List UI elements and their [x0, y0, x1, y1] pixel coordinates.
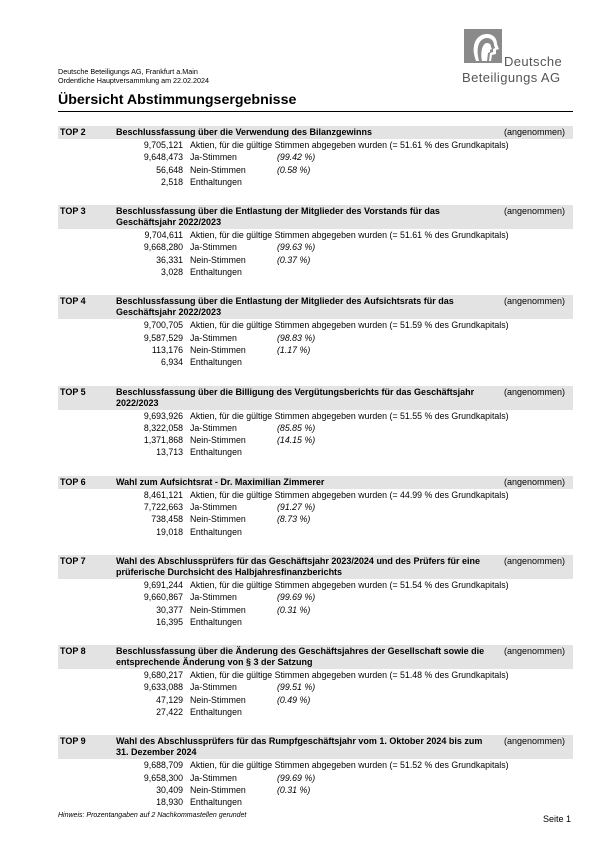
yes-votes-value: 7,722,663 [143, 502, 183, 513]
abstentions-label: Enthaltungen [190, 707, 242, 718]
agenda-item-number: TOP 7 [60, 555, 86, 566]
valid-shares-value: 9,691,244 [143, 579, 183, 590]
vote-stats [58, 759, 573, 808]
yes-votes-percent: (99.63 %) [277, 242, 316, 253]
agenda-item-status: (angenommen) [503, 127, 565, 137]
yes-votes-row [58, 422, 573, 434]
no-votes-percent: (0.58 %) [277, 164, 311, 175]
agenda-item-status: (angenommen) [503, 555, 565, 566]
agenda-item-status: (angenommen) [503, 296, 565, 307]
no-votes-percent: (1.17 %) [277, 344, 311, 355]
yes-votes-label: Ja-Stimmen [190, 592, 237, 603]
yes-votes-row [58, 501, 573, 513]
abstentions-value: 27,422 [156, 707, 183, 718]
valid-shares-text: Aktien, für die gültige Stimmen abgegeben wurden (= 51.48 % des Grundkapitals) [190, 670, 509, 681]
no-votes-label: Nein-Stimmen [190, 164, 246, 175]
yes-votes-label: Ja-Stimmen [190, 422, 237, 433]
vote-stats [58, 579, 573, 628]
abstentions-value: 13,713 [156, 447, 183, 458]
yes-votes-value: 9,648,473 [143, 152, 183, 163]
logo-text-deutsche: Deutsche [504, 54, 563, 69]
yes-votes-percent: (99.42 %) [277, 152, 316, 163]
yes-votes-percent: (99.51 %) [277, 682, 316, 693]
abstentions-row [58, 266, 573, 278]
agenda-item-number: TOP 6 [60, 476, 86, 487]
no-votes-row [58, 513, 573, 525]
valid-shares-row [58, 579, 573, 591]
agenda-item-header [58, 476, 573, 489]
agenda-item-title: Beschlussfassung über die Verwendung des Bilanzgewinns [116, 127, 373, 137]
agenda-item-title: Beschlussfassung über die Entlastung der Mitglieder des Vorstands für das Geschäftsjahr 2022/2023 [116, 206, 440, 228]
agenda-item-number: TOP 8 [60, 646, 86, 657]
vote-stats [58, 489, 573, 538]
no-votes-percent: (0.31 %) [277, 784, 311, 795]
abstentions-row [58, 706, 573, 718]
no-votes-row [58, 784, 573, 796]
abstentions-value: 18,930 [156, 797, 183, 808]
yes-votes-percent: (98.83 %) [277, 332, 316, 343]
agenda-item-status: (angenommen) [503, 476, 565, 487]
agenda-item-title: Beschlussfassung über die Billigung des Vergütungsberichts für das Geschäftsjahr 2022/2023 [116, 386, 475, 408]
valid-shares-text: Aktien, für die gültige Stimmen abgegeben wurden (= 51.52 % des Grundkapitals) [190, 760, 509, 771]
no-votes-percent: (0.31 %) [277, 604, 311, 615]
abstentions-row [58, 616, 573, 628]
valid-shares-text: Aktien, für die gültige Stimmen abgegeben wurden (= 51.54 % des Grundkapitals) [190, 579, 509, 590]
agenda-item-status: (angenommen) [503, 206, 565, 217]
logo-head-icon [464, 29, 502, 63]
agenda-item-top-6 [58, 476, 573, 538]
valid-shares-text: Aktien, für die gültige Stimmen abgegeben wurden (= 51.55 % des Grundkapitals) [190, 410, 509, 421]
no-votes-value: 56,648 [156, 164, 183, 175]
valid-shares-row [58, 229, 573, 241]
no-votes-value: 30,409 [156, 784, 183, 795]
agenda-item-header [58, 735, 573, 759]
no-votes-row [58, 694, 573, 706]
valid-shares-text: Aktien, für die gültige Stimmen abgegeben wurden (= 51.59 % des Grundkapitals) [190, 320, 509, 331]
abstentions-label: Enthaltungen [190, 526, 242, 537]
valid-shares-row [58, 410, 573, 422]
company-line: Deutsche Beteiligungs AG, Frankfurt a.Main [58, 67, 198, 76]
abstentions-label: Enthaltungen [190, 357, 242, 368]
no-votes-label: Nein-Stimmen [190, 344, 246, 355]
valid-shares-value: 9,704,611 [144, 230, 183, 241]
no-votes-label: Nein-Stimmen [190, 694, 246, 705]
agenda-item-status: (angenommen) [503, 646, 565, 657]
agenda-item-top-9 [58, 735, 573, 808]
no-votes-value: 47,129 [156, 694, 183, 705]
no-votes-percent: (8.73 %) [277, 514, 311, 525]
yes-votes-label: Ja-Stimmen [190, 152, 237, 163]
valid-shares-row [58, 759, 573, 771]
valid-shares-value: 9,700,705 [143, 320, 183, 331]
no-votes-value: 30,377 [156, 604, 183, 615]
agenda-item-title: Wahl zum Aufsichtsrat - Dr. Maximilian Zimmerer [116, 476, 325, 487]
yes-votes-value: 9,668,280 [143, 242, 183, 253]
no-votes-value: 738,458 [151, 514, 183, 525]
yes-votes-row [58, 332, 573, 344]
no-votes-label: Nein-Stimmen [190, 604, 246, 615]
no-votes-row [58, 434, 573, 446]
agenda-item-top-7 [58, 555, 573, 628]
agenda-item-title: Beschlussfassung über die Änderung des Geschäftsjahres der Gesellschaft sowie die entsprechende Änderung von § 3 der Satzung [116, 646, 485, 668]
page-title: Übersicht Abstimmungsergebnisse [58, 92, 297, 108]
yes-votes-label: Ja-Stimmen [190, 242, 237, 253]
agenda-item-header [58, 295, 573, 319]
yes-votes-percent: (99.69 %) [277, 592, 316, 603]
agenda-item-number: TOP 9 [60, 736, 86, 747]
abstentions-label: Enthaltungen [190, 267, 242, 278]
vote-stats [58, 139, 573, 188]
abstentions-row [58, 356, 573, 368]
rounding-note: Hinweis: Prozentangaben auf 2 Nachkommastellen gerundet [58, 812, 247, 819]
valid-shares-value: 9,693,926 [143, 410, 183, 421]
yes-votes-percent: (85.85 %) [277, 422, 316, 433]
yes-votes-label: Ja-Stimmen [190, 332, 237, 343]
abstentions-row [58, 446, 573, 458]
yes-votes-row [58, 241, 573, 253]
yes-votes-percent: (91.27 %) [277, 502, 316, 513]
agenda-item-top-4 [58, 295, 573, 368]
abstentions-label: Enthaltungen [190, 176, 242, 187]
valid-shares-row [58, 489, 573, 501]
abstentions-value: 19,018 [156, 526, 183, 537]
agenda-item-header [58, 126, 573, 139]
no-votes-label: Nein-Stimmen [190, 514, 246, 525]
valid-shares-text: Aktien, für die gültige Stimmen abgegeben wurden (= 44.99 % des Grundkapitals) [190, 489, 509, 500]
agenda-item-top-8 [58, 645, 573, 718]
agenda-item-number: TOP 3 [60, 206, 86, 217]
abstentions-row [58, 796, 573, 808]
abstentions-label: Enthaltungen [190, 447, 242, 458]
valid-shares-value: 9,680,217 [143, 670, 183, 681]
agenda-item-number: TOP 4 [60, 296, 86, 307]
no-votes-label: Nein-Stimmen [190, 254, 246, 265]
yes-votes-row [58, 591, 573, 603]
yes-votes-value: 9,658,300 [143, 772, 183, 783]
vote-stats [58, 669, 573, 718]
agenda-item-title: Wahl des Abschlussprüfers für das Rumpfgeschäftsjahr vom 1. Oktober 2024 bis zum 31. Dezember 2024 [116, 736, 483, 758]
agenda-item-number: TOP 2 [60, 127, 86, 137]
yes-votes-row [58, 151, 573, 163]
valid-shares-text: Aktien, für die gültige Stimmen abgegeben wurden (= 51.61 % des Grundkapitals) [190, 230, 509, 241]
yes-votes-label: Ja-Stimmen [190, 682, 237, 693]
vote-stats [58, 229, 573, 278]
agenda-item-header [58, 555, 573, 579]
no-votes-row [58, 254, 573, 266]
page-number: Seite 1 [542, 814, 571, 824]
agenda-item-top-3 [58, 205, 573, 278]
vote-stats [58, 410, 573, 459]
company-logo [458, 29, 578, 85]
no-votes-row [58, 604, 573, 616]
yes-votes-label: Ja-Stimmen [190, 502, 237, 513]
valid-shares-row [58, 139, 573, 151]
agenda-item-status: (angenommen) [503, 386, 565, 397]
valid-shares-row [58, 319, 573, 331]
document-header [58, 68, 209, 85]
agenda-item-top-2 [58, 126, 573, 188]
no-votes-percent: (0.37 %) [277, 254, 311, 265]
yes-votes-row [58, 681, 573, 693]
valid-shares-row [58, 669, 573, 681]
no-votes-row [58, 164, 573, 176]
voting-results-list [58, 126, 573, 826]
abstentions-value: 2,518 [160, 176, 183, 187]
yes-votes-row [58, 772, 573, 784]
agenda-item-title: Beschlussfassung über die Entlastung der Mitglieder des Aufsichtsrats für das Geschäftsjahr 2022/2023 [116, 296, 454, 318]
agenda-item-header [58, 645, 573, 669]
yes-votes-label: Ja-Stimmen [190, 772, 237, 783]
agenda-item-header [58, 386, 573, 410]
abstentions-value: 6,934 [160, 357, 183, 368]
agenda-item-top-5 [58, 386, 573, 459]
yes-votes-value: 8,322,058 [143, 422, 183, 433]
no-votes-percent: (14.15 %) [277, 435, 316, 446]
yes-votes-value: 9,633,088 [143, 682, 183, 693]
no-votes-value: 113,176 [151, 344, 183, 355]
agenda-item-header [58, 205, 573, 229]
yes-votes-value: 9,587,529 [143, 332, 183, 343]
yes-votes-value: 9,660,867 [143, 592, 183, 603]
valid-shares-value: 9,688,709 [143, 760, 183, 771]
abstentions-value: 16,395 [156, 616, 183, 627]
agenda-item-title: Wahl des Abschlussprüfers für das Geschäftsjahr 2023/2024 und des Prüfers für eine prüferische Durchsicht des Halbjahresfinanzberichts [116, 555, 480, 577]
no-votes-value: 1,371,868 [143, 435, 183, 446]
abstentions-value: 3,028 [160, 267, 183, 278]
valid-shares-value: 9,705,121 [143, 140, 183, 150]
abstentions-row [58, 176, 573, 188]
agenda-item-status: (angenommen) [503, 736, 565, 747]
agenda-item-number: TOP 5 [60, 386, 86, 397]
no-votes-label: Nein-Stimmen [190, 784, 246, 795]
logo-text-beteiligungs: Beteiligungs AG [462, 70, 561, 85]
valid-shares-value: 8,461,121 [143, 489, 183, 500]
no-votes-percent: (0.49 %) [277, 694, 311, 705]
meeting-line: Ordentliche Hauptversammlung am 22.02.2024 [58, 75, 210, 85]
vote-stats [58, 319, 573, 368]
no-votes-value: 36,331 [156, 254, 183, 265]
yes-votes-percent: (99.69 %) [277, 772, 316, 783]
valid-shares-text: Aktien, für die gültige Stimmen abgegeben wurden (= 51.61 % des Grundkapitals) [190, 140, 509, 150]
no-votes-row [58, 344, 573, 356]
no-votes-label: Nein-Stimmen [190, 435, 246, 446]
abstentions-row [58, 526, 573, 538]
abstentions-label: Enthaltungen [190, 616, 242, 627]
title-divider [58, 111, 573, 112]
abstentions-label: Enthaltungen [190, 797, 242, 808]
